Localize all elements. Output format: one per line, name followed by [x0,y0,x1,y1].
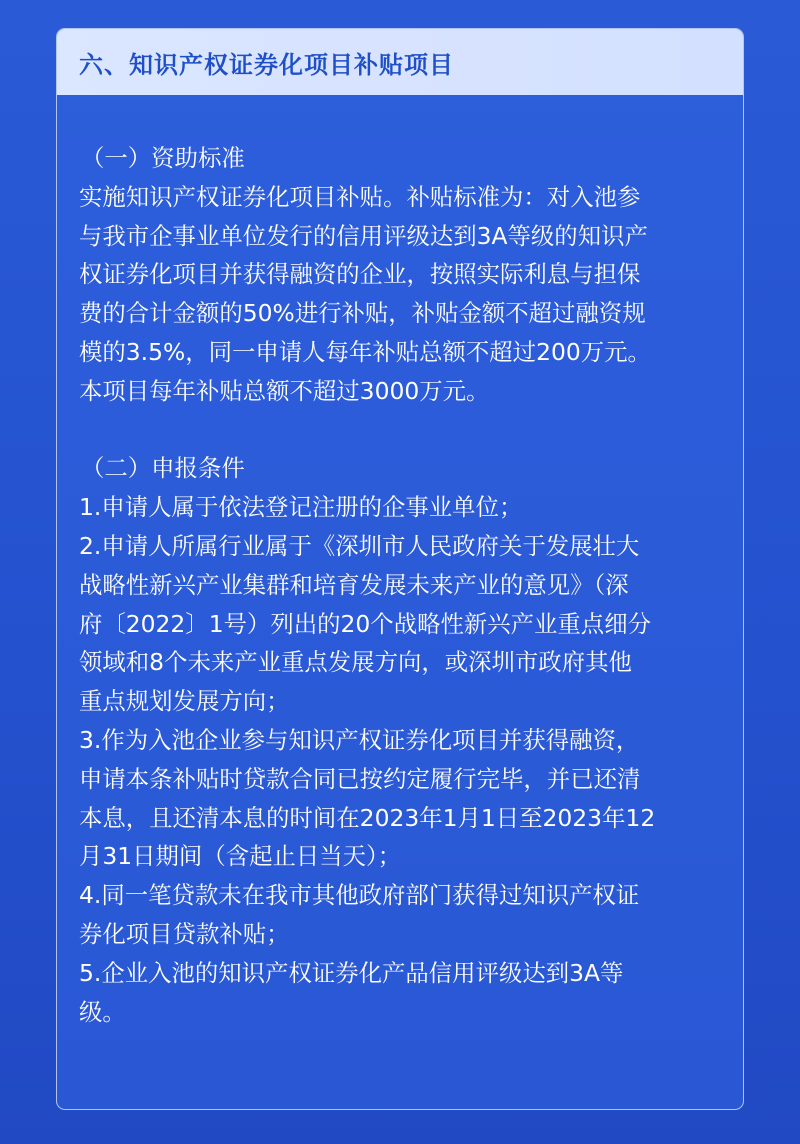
card-title: 六、知识产权证券化项目补贴项目 [79,50,454,79]
card-body [57,95,743,1031]
text-line: 府〔2022〕1号）列出的20个战略性新兴产业重点细分 [79,609,651,638]
section-text [79,178,729,411]
text-line: 本息，且还清本息的时间在2023年1月1日至2023年12 [79,803,656,832]
text-line: 1.申请人属于依法登记注册的企事业单位； [79,493,523,522]
section-text [79,488,729,1031]
section-application-conditions [79,449,743,1031]
text-line: 5.企业入池的知识产权证券化产品信用评级达到3A等 [79,958,624,987]
policy-card [56,28,744,1110]
text-line: 实施知识产权证券化项目补贴。补贴标准为：对入池参 [79,182,641,211]
text-line: 月31日期间（含起止日当天）； [79,842,402,871]
text-line: 2.申请人所属行业属于《深圳市人民政府关于发展壮大 [79,531,640,560]
text-line: 与我市企事业单位发行的信用评级达到3A等级的知识产 [79,221,648,250]
text-line: 领域和8个未来产业重点发展方向，或深圳市政府其他 [79,648,632,677]
text-line: 券化项目贷款补贴； [79,919,290,948]
text-line: 级。 [79,997,126,1026]
text-line: 重点规划发展方向； [79,687,290,716]
text-line: 本项目每年补贴总额不超过3000万元。 [79,376,490,405]
section-heading: （二）申报条件 [81,454,245,483]
text-line: 3.作为入池企业参与知识产权证券化项目并获得融资， [79,725,640,754]
section-heading: （一）资助标准 [81,144,245,172]
text-line: 模的3.5%，同一申请人每年补贴总额不超过200万元。 [79,337,651,366]
text-line: 战略性新兴产业集群和培育发展未来产业的意见》（深 [79,570,629,599]
text-line: 权证券化项目并获得融资的企业，按照实际利息与担保 [79,260,641,289]
text-line: 费的合计金额的50%进行补贴，补贴金额不超过融资规 [79,299,646,328]
text-line: 4.同一笔贷款未在我市其他政府部门获得过知识产权证 [79,881,640,910]
card-header [57,29,743,95]
section-funding-standard [79,139,743,411]
text-line: 申请本条补贴时贷款合同已按约定履行完毕，并已还清 [79,764,641,793]
